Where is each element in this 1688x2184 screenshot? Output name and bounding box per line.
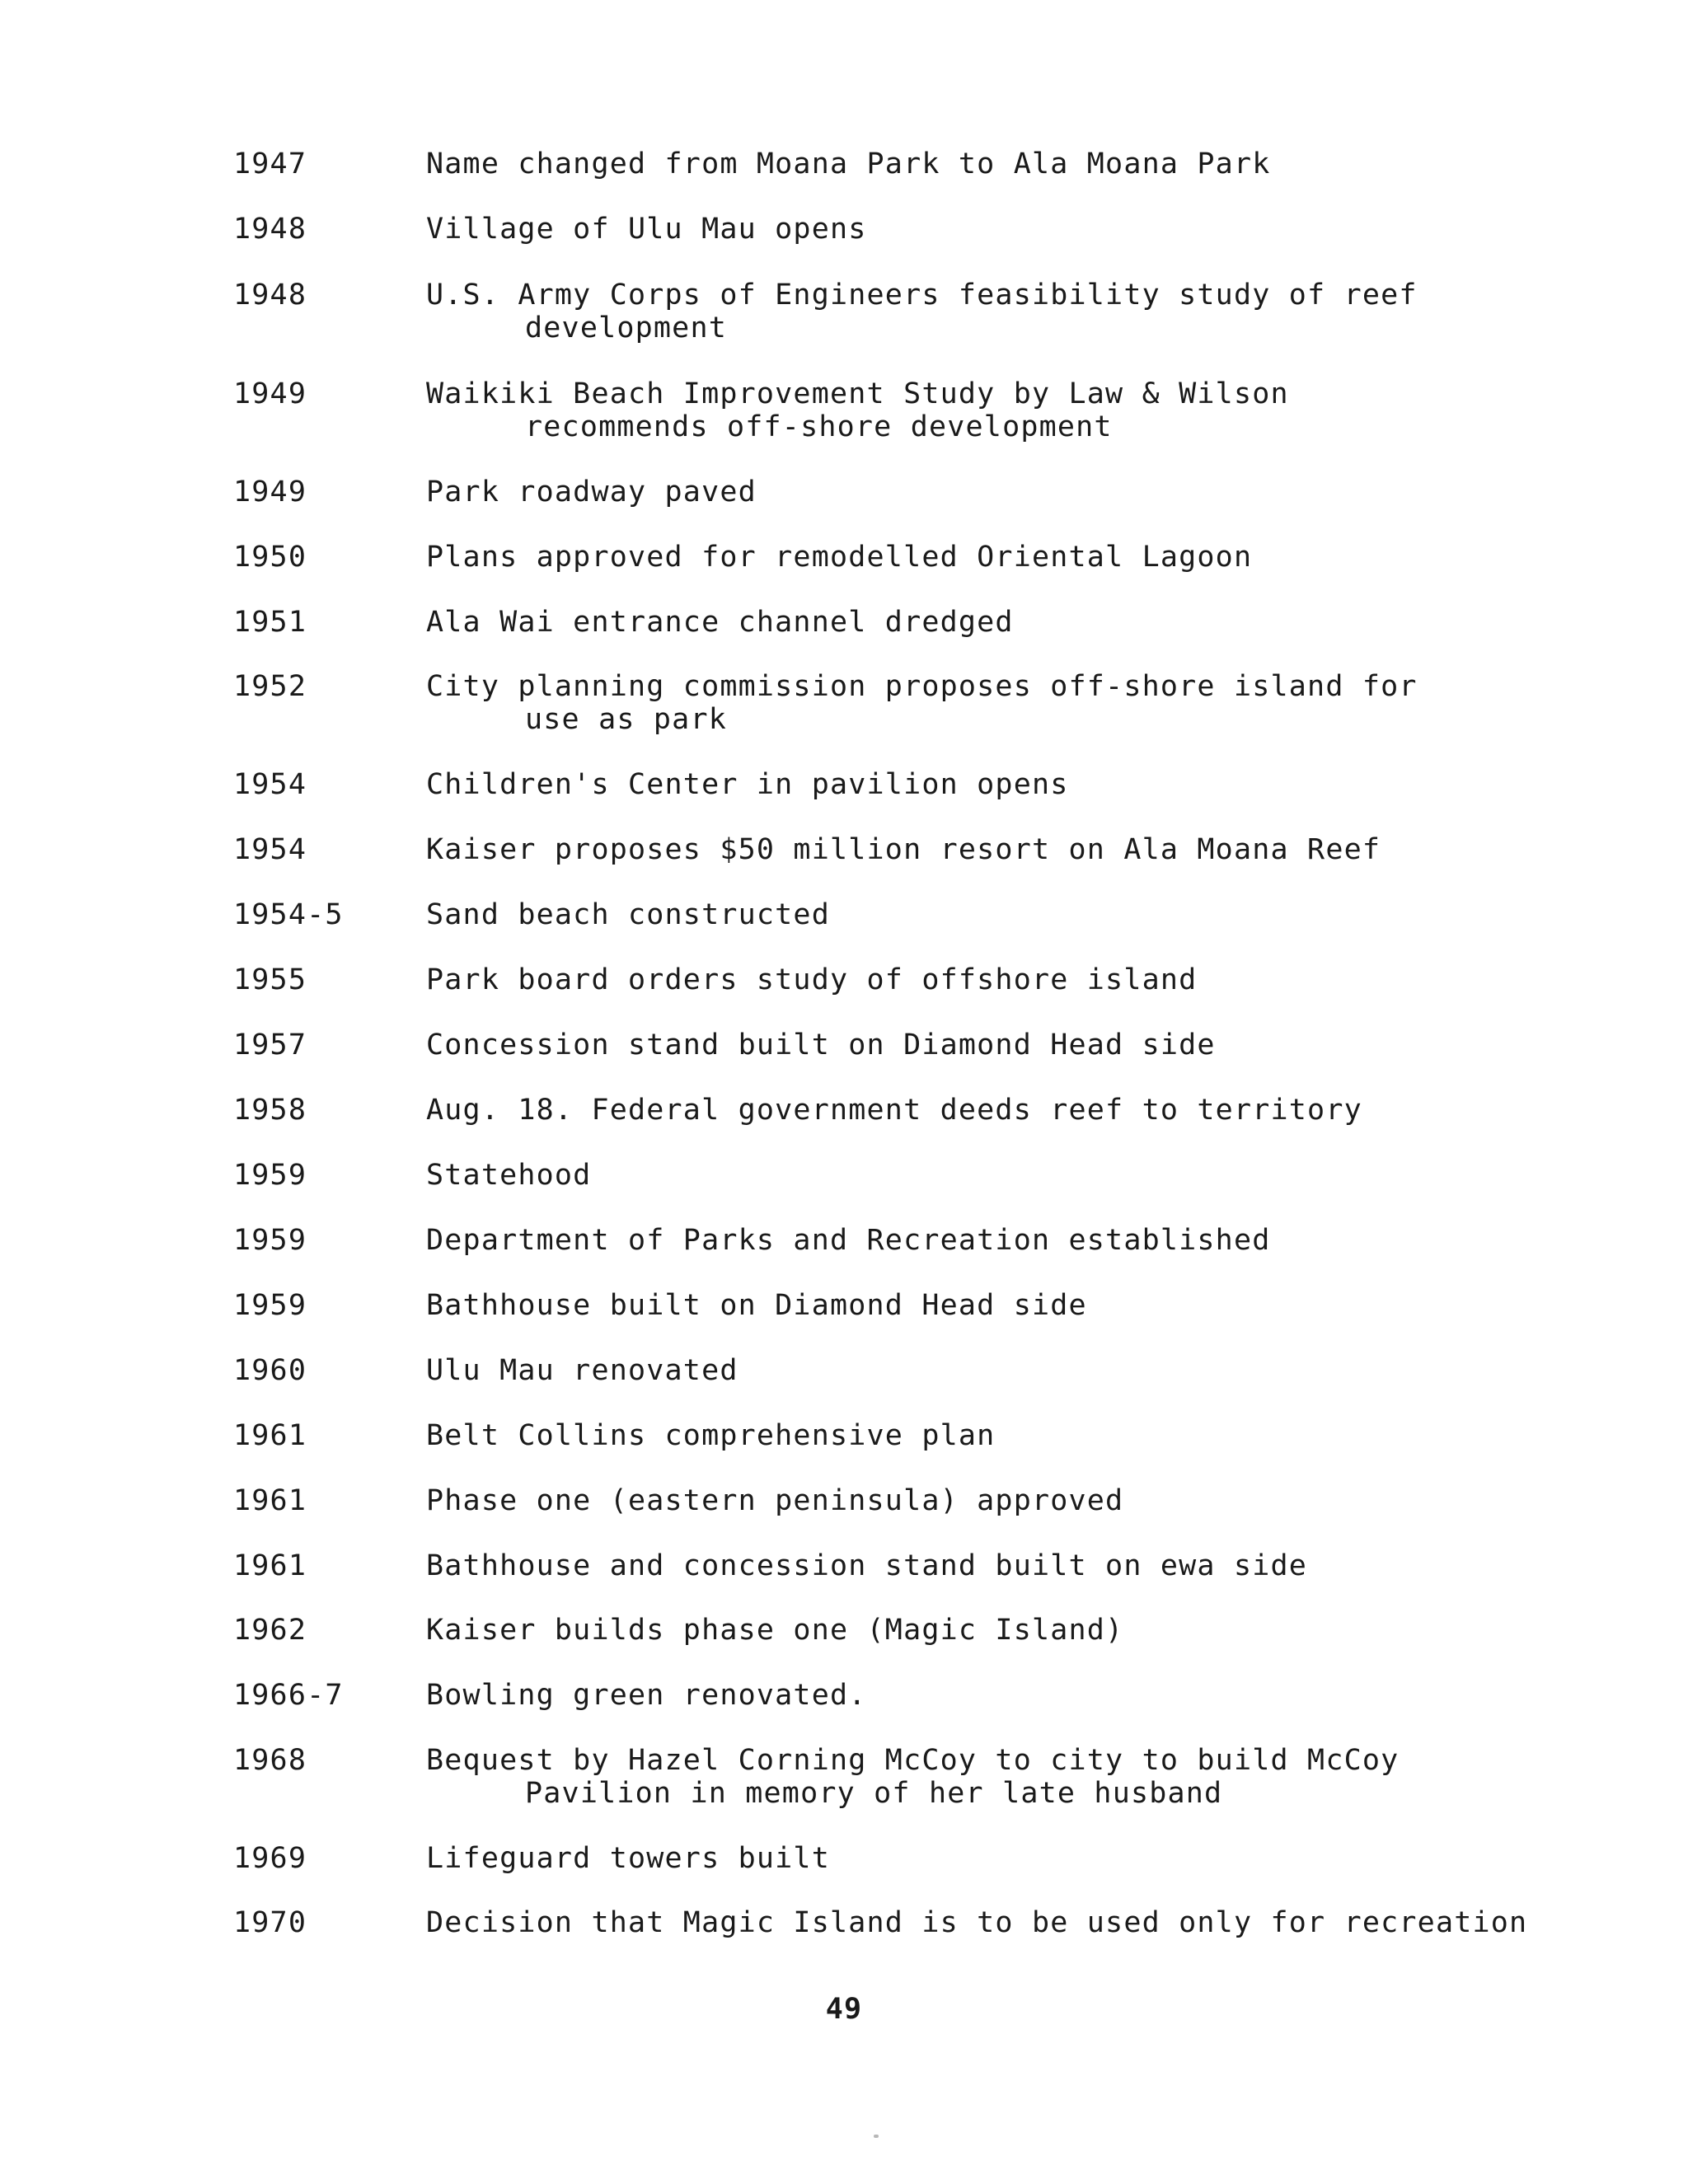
page-number: 49 (825, 1993, 863, 2026)
entry-year: 1951 (233, 606, 307, 639)
entry-year: 1970 (233, 1906, 307, 1939)
entry-year: 1960 (233, 1354, 307, 1387)
entry-description (426, 1484, 1662, 1517)
entry-year: 1947 (233, 148, 307, 180)
entry-line: Belt Collins comprehensive plan (426, 1419, 996, 1452)
entry-year: 1959 (233, 1289, 307, 1322)
entry-description (426, 768, 1662, 801)
entry-line: Bequest by Hazel Corning McCoy to city to build McCoy (426, 1744, 1400, 1777)
entry-description (426, 476, 1662, 509)
entry-line: Park roadway paved (426, 476, 757, 509)
entry-description (426, 1029, 1662, 1062)
entry-line: Children's Center in pavilion opens (426, 768, 1069, 801)
entry-description (426, 1906, 1662, 1939)
entry-year: 1952 (233, 670, 307, 703)
scan-speck (874, 2135, 879, 2138)
entry-line: Ulu Mau renovated (426, 1354, 738, 1387)
entry-description (426, 1549, 1662, 1582)
entry-line: Department of Parks and Recreation established (426, 1224, 1271, 1257)
entry-line: Ala Wai entrance channel dredged (426, 606, 1014, 639)
entry-description (426, 1289, 1662, 1322)
entry-year: 1950 (233, 541, 307, 574)
entry-year: 1954-5 (233, 898, 344, 931)
entry-line-continued: development (525, 312, 727, 344)
entry-year: 1957 (233, 1029, 307, 1062)
entry-description (426, 898, 1662, 931)
entry-description (426, 1614, 1662, 1647)
entry-line: Name changed from Moana Park to Ala Moana Park (426, 148, 1271, 180)
entry-line: Kaiser builds phase one (Magic Island) (426, 1614, 1124, 1647)
entry-year: 1948 (233, 279, 307, 312)
entry-line: Village of Ulu Mau opens (426, 213, 867, 246)
entry-description (426, 963, 1662, 996)
entry-line: Sand beach constructed (426, 898, 830, 931)
entry-line: Bathhouse and concession stand built on ewa side (426, 1549, 1308, 1582)
entry-line: Bathhouse built on Diamond Head side (426, 1289, 1087, 1322)
entry-year: 1969 (233, 1842, 307, 1875)
entry-year: 1959 (233, 1224, 307, 1257)
entry-year: 1954 (233, 768, 307, 801)
entry-line: Phase one (eastern peninsula) approved (426, 1484, 1124, 1517)
entry-description (426, 1419, 1662, 1452)
entry-line: Plans approved for remodelled Oriental Lagoon (426, 541, 1253, 574)
entry-year: 1959 (233, 1159, 307, 1192)
entry-description (426, 670, 1662, 736)
entry-description (426, 1842, 1662, 1875)
entry-description (426, 1679, 1662, 1712)
entry-year: 1968 (233, 1744, 307, 1777)
entry-year: 1949 (233, 377, 307, 410)
entry-line: Bowling green renovated. (426, 1679, 867, 1712)
entry-description (426, 541, 1662, 574)
entry-year: 1962 (233, 1614, 307, 1647)
entry-line: Concession stand built on Diamond Head side (426, 1029, 1216, 1062)
entry-year: 1949 (233, 476, 307, 509)
entry-line: City planning commission proposes off-shore island for (426, 670, 1418, 703)
entry-description (426, 1744, 1662, 1810)
entry-line-continued: recommends off-shore development (525, 410, 1113, 443)
entry-year: 1958 (233, 1094, 307, 1127)
entry-description (426, 148, 1662, 180)
entry-year: 1948 (233, 213, 307, 246)
entry-description (426, 279, 1662, 344)
entry-description (426, 377, 1662, 443)
entry-line-continued: Pavilion in memory of her late husband (525, 1777, 1223, 1810)
entry-line-continued: use as park (525, 703, 727, 736)
entry-description (426, 1354, 1662, 1387)
entry-line: Kaiser proposes $50 million resort on Ala Moana Reef (426, 833, 1381, 866)
entry-year: 1961 (233, 1419, 307, 1452)
entry-line: Decision that Magic Island is to be used only for recreation (426, 1906, 1528, 1939)
entry-line: U.S. Army Corps of Engineers feasibility study of reef (426, 279, 1418, 312)
entry-line: Park board orders study of offshore island (426, 963, 1198, 996)
entry-description (426, 1224, 1662, 1257)
entry-year: 1954 (233, 833, 307, 866)
entry-year: 1961 (233, 1484, 307, 1517)
entry-description (426, 833, 1662, 866)
entry-line: Aug. 18. Federal government deeds reef to territory (426, 1094, 1362, 1127)
entry-year: 1955 (233, 963, 307, 996)
entry-description (426, 606, 1662, 639)
entry-description (426, 213, 1662, 246)
entry-line: Waikiki Beach Improvement Study by Law & Wilson (426, 377, 1289, 410)
entry-year: 1966-7 (233, 1679, 344, 1712)
entry-year: 1961 (233, 1549, 307, 1582)
entry-description (426, 1159, 1662, 1192)
entry-line: Statehood (426, 1159, 592, 1192)
entry-description (426, 1094, 1662, 1127)
entry-line: Lifeguard towers built (426, 1842, 830, 1875)
